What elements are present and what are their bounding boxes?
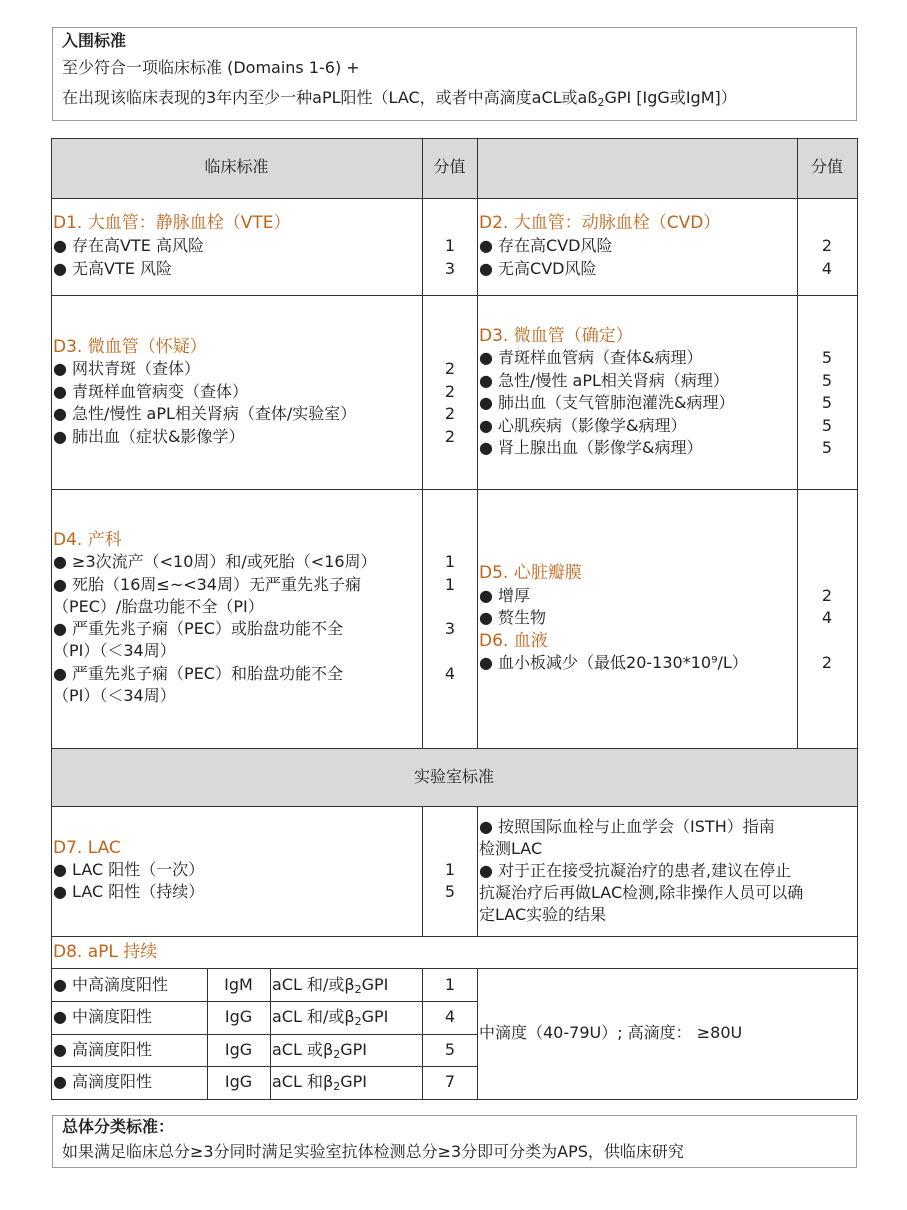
- d8-row-label: ● 高滴度阳性: [53, 1040, 153, 1059]
- table-border-right: [857, 138, 858, 1099]
- d2-title: D2. 大血管：动脉血栓（CVD）: [479, 213, 721, 233]
- d8-row-label: ● 高滴度阳性: [53, 1072, 153, 1091]
- table-divider: [51, 748, 857, 749]
- d1-score: 1: [444, 236, 456, 255]
- d8-row-label: ● 中高滴度阳性: [53, 975, 169, 994]
- overall-classification-title: 总体分类标准：: [62, 1117, 175, 1136]
- d7-note: 抗凝治疗后再做LAC检测,除非操作人员可以确: [479, 883, 804, 902]
- d4-item: ● 严重先兆子痫（PEC）或胎盘功能不全: [53, 619, 343, 638]
- d4-item: ● 严重先兆子痫（PEC）和胎盘功能不全: [53, 664, 343, 683]
- table-divider: [51, 936, 857, 937]
- inclusion-line-2: 在出现该临床表现的3年内至少一种aPL阳性（LAC，或者中高滴度aCL或$aß_2GPⅠ$ [IgG或IgM]）: [62, 88, 737, 109]
- table-divider: [51, 1034, 477, 1035]
- d8-row-isotype: IgM: [224, 975, 253, 994]
- d8-row-antibody: aCL 或$\beta_2GPⅠ$: [272, 1040, 367, 1061]
- d8-row-antibody: aCL 和$\beta_2GPⅠ$: [272, 1072, 367, 1093]
- d3-suspected-score: 2: [444, 359, 456, 378]
- table-border-bottom: [51, 1099, 857, 1100]
- d2-score: 2: [821, 236, 833, 255]
- d3-confirmed-score: 5: [821, 416, 833, 435]
- d7-item: ● LAC 阳性（一次）: [53, 860, 205, 879]
- d3-confirmed-title: D3. 微血管（确定）: [479, 326, 633, 346]
- d8-row-label: ● 中滴度阳性: [53, 1007, 153, 1026]
- d4-title: D4. 产科: [53, 530, 122, 550]
- d7-score: 1: [444, 860, 456, 879]
- d8-row-antibody: aCL 和/或$\beta_2GPⅠ$: [272, 975, 389, 996]
- table-border-left: [51, 138, 52, 1099]
- inclusion-line-1: 至少符合一项临床标准 (Domains 1-6) +: [62, 58, 360, 77]
- d8-titer-note: 中滴度（40-79U）; 高滴度： ≥80U: [479, 1023, 743, 1042]
- table-divider: [51, 968, 857, 969]
- d5-item: ● 增厚: [479, 586, 531, 605]
- table-divider: [51, 806, 857, 807]
- d6-title: D6. 血液: [479, 631, 548, 651]
- d3-confirmed-item: ● 心肌疾病（影像学&病理）: [479, 416, 687, 435]
- d7-title: D7. LAC: [53, 838, 121, 858]
- d4-score: 1: [444, 575, 456, 594]
- d5-item: ● 赘生物: [479, 608, 547, 627]
- table-divider: [51, 489, 857, 490]
- table-divider: [51, 1066, 477, 1067]
- d8-row-score: 5: [444, 1040, 456, 1059]
- d7-score: 5: [444, 882, 456, 901]
- d3-confirmed-score: 5: [821, 438, 833, 457]
- d3-suspected-item: ● 青斑样血管病变（查体）: [53, 382, 249, 401]
- overall-classification-text: 如果满足临床总分≥3分同时满足实验室抗体检测总分≥3分即可分类为APS，供临床研究: [62, 1142, 684, 1161]
- lab-criteria-header: 实验室标准: [413, 767, 494, 786]
- table-column-divider: [797, 138, 798, 748]
- d7-note: 检测LAC: [479, 839, 543, 858]
- d4-score: 4: [444, 664, 456, 683]
- d3-confirmed-item: ● 肺出血（支气管肺泡灌洗&病理）: [479, 393, 735, 412]
- d3-confirmed-item: ● 肾上腺出血（影像学&病理）: [479, 438, 703, 457]
- table-divider: [51, 198, 857, 199]
- d7-note: 定LAC实验的结果: [479, 905, 607, 924]
- d8-row-score: 1: [444, 975, 456, 994]
- header-clinical: 临床标准: [204, 157, 269, 176]
- inclusion-title: 入围标准: [62, 31, 127, 50]
- d3-suspected-item: ● 急性/慢性 aPL相关肾病（查体/实验室）: [53, 404, 357, 423]
- d1-item: ● 无高VTE 风险: [53, 259, 172, 278]
- d3-confirmed-score: 5: [821, 348, 833, 367]
- d4-item-continued: （PEC）/胎盘功能不全（PI）: [53, 597, 264, 616]
- d8-row-score: 4: [444, 1007, 456, 1026]
- table-divider: [51, 1001, 477, 1002]
- d3-suspected-score: 2: [444, 404, 456, 423]
- d3-suspected-score: 2: [444, 427, 456, 446]
- d5-score: 2: [821, 586, 833, 605]
- d2-item: ● 无高CVD风险: [479, 259, 597, 278]
- d2-score: 4: [821, 259, 833, 278]
- d4-score: 3: [444, 619, 456, 638]
- d6-score: 2: [821, 653, 833, 672]
- table-divider: [51, 295, 857, 296]
- d4-item: ● 死胎（16周≤~<34周）无严重先兆子痫: [53, 575, 361, 594]
- header-score-left: 分值: [433, 157, 466, 176]
- d8-row-isotype: IgG: [224, 1072, 253, 1091]
- d8-row-isotype: IgG: [224, 1007, 253, 1026]
- d7-note: ● 对于正在接受抗凝治疗的患者,建议在停止: [479, 861, 792, 880]
- d3-suspected-title: D3. 微血管（怀疑）: [53, 337, 207, 357]
- d2-item: ● 存在高CVD风险: [479, 236, 613, 255]
- d6-item: ● 血小板减少（最低20-130*10⁹/L）: [479, 653, 748, 672]
- table-column-divider: [477, 968, 478, 1099]
- d1-title: D1. 大血管：静脉血栓（VTE）: [53, 213, 291, 233]
- d3-confirmed-score: 5: [821, 371, 833, 390]
- d4-item-continued: （PI）（＜34周）: [53, 641, 176, 660]
- d3-confirmed-item: ● 青斑样血管病（查体&病理）: [479, 348, 703, 367]
- table-border-top: [51, 138, 857, 139]
- d7-item: ● LAC 阳性（持续）: [53, 882, 205, 901]
- d8-row-antibody: aCL 和/或$\beta_2GPⅠ$: [272, 1007, 389, 1028]
- d4-score: 1: [444, 552, 456, 571]
- d8-row-score: 7: [444, 1072, 456, 1091]
- d3-confirmed-item: ● 急性/慢性 aPL相关肾病（病理）: [479, 371, 729, 390]
- d1-score: 3: [444, 259, 456, 278]
- d1-item: ● 存在高VTE 高风险: [53, 236, 204, 255]
- d8-row-isotype: IgG: [224, 1040, 253, 1059]
- d4-item-continued: （PI）（＜34周）: [53, 686, 176, 705]
- d3-suspected-score: 2: [444, 382, 456, 401]
- d3-suspected-item: ● 网状青斑（查体）: [53, 359, 201, 378]
- table-column-divider: [477, 138, 478, 748]
- table-column-divider: [477, 806, 478, 936]
- table-column-divider: [270, 968, 271, 1099]
- header-score-right: 分值: [810, 157, 843, 176]
- d8-title: D8. aPL 持续: [53, 942, 158, 962]
- d3-confirmed-score: 5: [821, 393, 833, 412]
- d5-score: 4: [821, 608, 833, 627]
- d4-item: ● ≥3次流产（<10周）和/或死胎（<16周）: [53, 552, 377, 571]
- d3-suspected-item: ● 肺出血（症状&影像学）: [53, 427, 245, 446]
- d5-title: D5. 心脏瓣膜: [479, 563, 582, 583]
- d7-note: ● 按照国际血栓与止血学会（ISTH）指南: [479, 817, 775, 836]
